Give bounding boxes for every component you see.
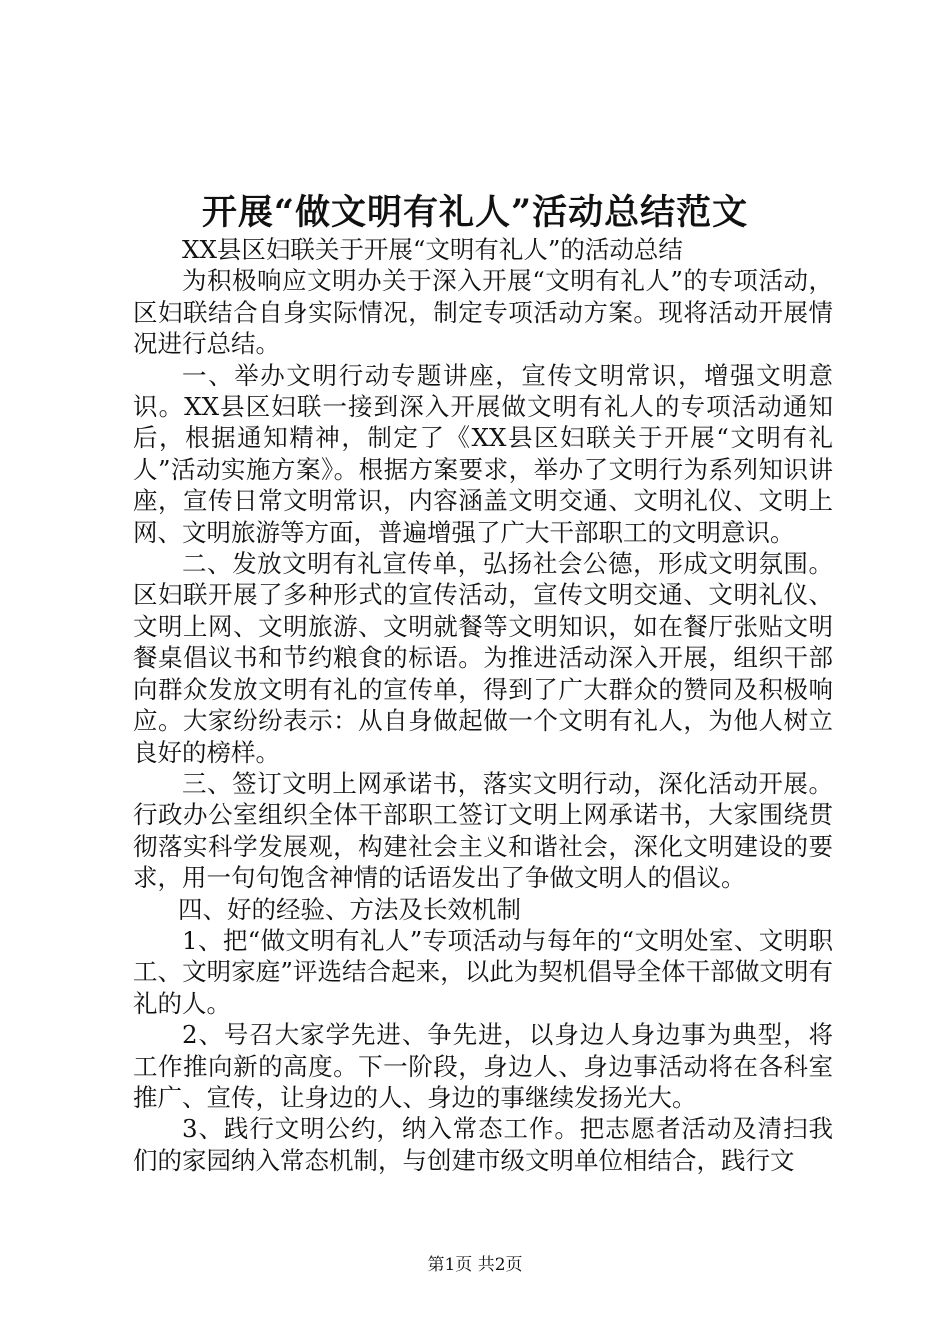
paragraph-item-3: 3、践行文明公约，纳入常态工作。把志愿者活动及清扫我们的家园纳入常态机制，与创建市级文明单位相结合，践行文 (133, 1114, 833, 1175)
document-body (133, 234, 833, 1176)
paragraph-section-3: 三、签订文明上网承诺书，落实文明行动，深化活动开展。行政办公室组织全体干部职工签订文明上网承诺书，大家围绕贯彻落实科学发展观，构建社会主义和谐社会，深化文明建设的要求，用一句句饱含神情的话语发出了争做文明人的倡议。 (133, 768, 833, 893)
paragraph-item-1: 1、把“做文明有礼人”专项活动与每年的“文明处室、文明职工、文明家庭”评选结合起来，以此为契机倡导全体干部做文明有礼的人。 (133, 925, 833, 1018)
paragraph-section-1: 一、举办文明行动专题讲座，宣传文明常识，增强文明意识。XX县区妇联一接到深入开展做文明有礼人的专项活动通知后，根据通知精神，制定了《XX县区妇联关于开展“文明有礼人”活动实施方案》。根据方案要求，举办了文明行为系列知识讲座，宣传日常文明常识，内容涵盖文明交通、文明礼仪、文明上网、文明旅游等方面，普遍增强了广大干部职工的文明意识。 (133, 360, 833, 547)
paragraph-section-2: 二、发放文明有礼宣传单，弘扬社会公德，形成文明氛围。区妇联开展了多种形式的宣传活动，宣传文明交通、文明礼仪、文明上网、文明旅游、文明就餐等文明知识，如在餐厅张贴文明餐桌倡议书和节约粮食的标语。为推进活动深入开展，组织干部向群众发放文明有礼的宣传单，得到了广大群众的赞同及积极响应。大家纷纷表示：从自身做起做一个文明有礼人，为他人树立良好的榜样。 (133, 549, 833, 767)
paragraph-item-2: 2、号召大家学先进、争先进，以身边人身边事为典型，将工作推向新的高度。下一阶段，身边人、身边事活动将在各科室推广、宣传，让身边的人、身边的事继续发扬光大。 (133, 1020, 833, 1112)
page-number-footer: 第1页 共2页 (427, 1255, 523, 1275)
paragraph-subtitle: XX县区妇联关于开展“文明有礼人”的活动总结 (182, 235, 683, 264)
paragraph-intro: 为积极响应文明办关于深入开展“文明有礼人”的专项活动，区妇联结合自身实际情况，制定专项活动方案。现将活动开展情况进行总结。 (133, 266, 833, 359)
paragraph-section-4-heading: 四、好的经验、方法及长效机制 (178, 894, 521, 924)
document-title: 开展“做文明有礼人”活动总结范文 (201, 192, 749, 233)
